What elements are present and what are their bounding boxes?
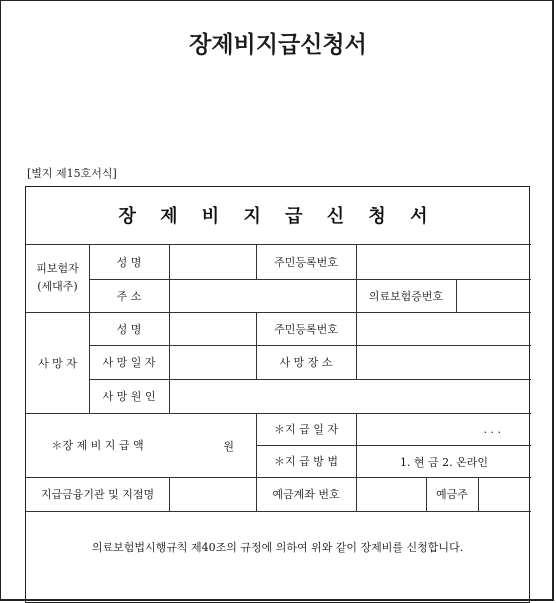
death-place-field[interactable]	[357, 346, 531, 379]
death-place-label: 사 망 장 소	[279, 356, 333, 369]
death-cause-label: 사 망 원 인	[102, 390, 156, 403]
payment-method-field[interactable]: 1. 현 금 2. 온라인	[399, 455, 489, 469]
payment-date-label: ＊지 급 일 자	[274, 423, 338, 436]
deceased-name-field[interactable]	[170, 313, 256, 345]
bank-institution-label: 지급금융기관 및 지점명	[40, 488, 155, 501]
account-holder-label: 예금주	[436, 488, 468, 501]
insured-address-label: 주 소	[116, 289, 142, 303]
deceased-resident-no-field[interactable]	[357, 313, 531, 345]
payment-method-label: ＊지 급 방 법	[274, 455, 338, 468]
form-code: [별지 제15호서식]	[27, 167, 117, 180]
payment-amount-unit: 원	[223, 439, 234, 453]
application-form	[25, 186, 530, 603]
payment-amount-label: ＊장 제 비 지 급 액	[51, 439, 144, 452]
payment-date-field[interactable]: . . .	[483, 423, 501, 436]
insured-address-field[interactable]	[170, 280, 356, 312]
deceased-section-label: 사 망 자	[38, 356, 77, 370]
payment-amount-field[interactable]	[170, 414, 256, 477]
death-date-field[interactable]	[170, 346, 256, 379]
page-title: 장제비지급신청서	[189, 32, 367, 58]
death-cause-field[interactable]	[170, 380, 531, 413]
account-no-field[interactable]	[357, 478, 426, 511]
insured-resident-no-label: 주민등록번호	[274, 255, 338, 269]
declaration-text: 의료보험법시행규칙 제40조의 규정에 의하여 위와 같이 장제비를 신청합니다.	[91, 541, 464, 554]
insured-resident-no-field[interactable]	[357, 245, 531, 279]
deceased-resident-no-label: 주민등록번호	[274, 322, 338, 336]
deceased-name-label: 성 명	[116, 322, 142, 336]
insured-section-label	[26, 244, 89, 312]
bank-institution-field[interactable]	[170, 478, 256, 511]
death-date-label: 사 망 일 자	[102, 356, 156, 369]
insured-label-line1: 피보험자	[36, 262, 79, 275]
insured-label-line2: (세대주)	[37, 280, 78, 293]
insured-name-field[interactable]	[170, 245, 256, 279]
account-holder-field[interactable]	[479, 478, 531, 511]
insurance-card-no-label: 의료보험증번호	[368, 289, 444, 303]
form-title: 장 제 비 지 급 신 청 서	[118, 206, 437, 227]
insured-name-label: 성 명	[116, 255, 142, 269]
insurance-card-no-field[interactable]	[457, 280, 531, 312]
form-divider	[26, 511, 531, 512]
account-no-label: 예금계좌 번호	[272, 488, 340, 501]
